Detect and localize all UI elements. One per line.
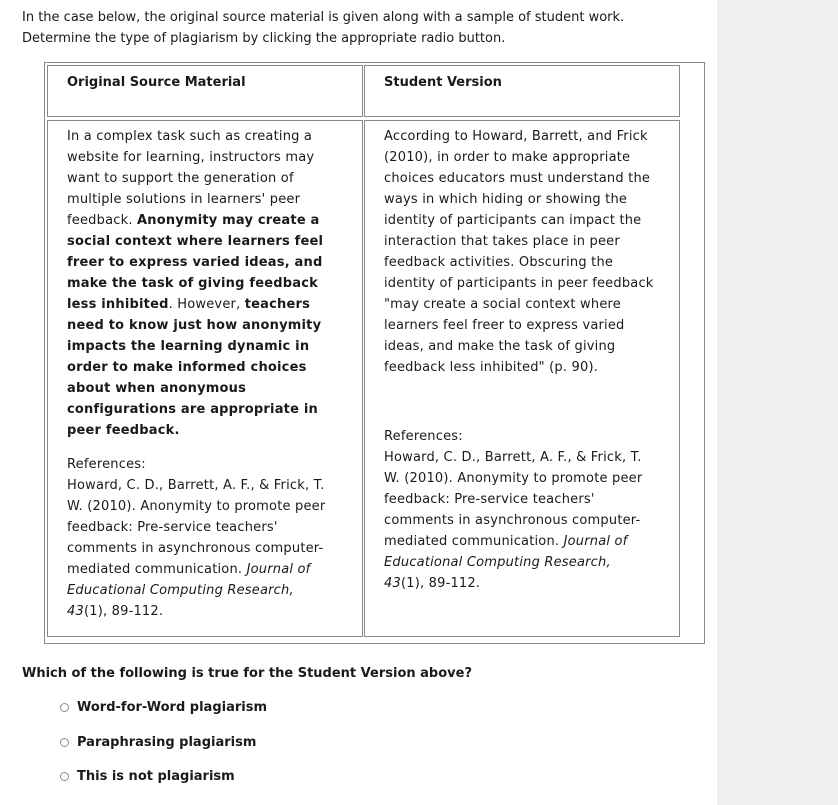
option-label[interactable]: Word-for-Word plagiarism — [77, 699, 267, 715]
right-sidebar — [717, 0, 838, 805]
header-student: Student Version — [384, 75, 502, 90]
radio-button-icon[interactable] — [60, 738, 69, 747]
radio-button-icon[interactable] — [60, 703, 69, 712]
original-text — [67, 126, 337, 622]
student-ref-text: Howard, C. D., Barrett, A. F., & Frick, T. W. (2010). Anonymity to promote peer feedback: Pre-service teachers' comments in asynchronous computer-mediated communication. — [384, 450, 643, 549]
option-label[interactable]: Paraphrasing plagiarism — [77, 734, 257, 750]
student-cell — [364, 120, 680, 637]
instructions-line-1: In the case below, the original source material is given along with a sample of student work. — [22, 10, 625, 25]
original-plain-2: . However, — [168, 297, 245, 312]
student-reference — [384, 447, 654, 594]
header-original: Original Source Material — [67, 75, 246, 90]
option-label[interactable]: This is not plagiarism — [77, 768, 235, 784]
student-ref-journal: Journal of Educational Computing Research, 43 — [384, 534, 628, 591]
student-ref-issue: (1), 89-112. — [400, 576, 481, 591]
student-ref-label: References: — [384, 429, 463, 444]
original-plain-1: In a complex task such as creating a website for learning, instructors may want to support the generation of multiple solutions in learners' peer feedback. — [67, 129, 315, 228]
original-ref-text: Howard, C. D., Barrett, A. F., & Frick, T. W. (2010). Anonymity to promote peer feedback: Pre-service teachers' comments in asynchronous computer-mediated communication. — [67, 478, 326, 577]
option-word-for-word[interactable] — [60, 697, 267, 717]
header-cell-original — [47, 65, 363, 117]
question-text: Which of the following is true for the Student Version above? — [22, 666, 472, 681]
original-bold-2: teachers need to know just how anonymity impacts the learning dynamic in order to make informed choices about when anonymous configurations are appropriate in peer feedback. — [67, 297, 322, 438]
original-ref-issue: (1), 89-112. — [83, 604, 164, 619]
comparison-table — [44, 62, 705, 644]
original-ref-label: References: — [67, 457, 146, 472]
instructions — [22, 7, 702, 49]
radio-button-icon[interactable] — [60, 772, 69, 781]
option-not-plagiarism[interactable] — [60, 766, 235, 786]
student-body: According to Howard, Barrett, and Frick (2010), in order to make appropriate choices educators must understand the ways in which hiding or showing the identity of participants can impact the interaction that takes place in peer feedback activities. Obscuring the identity of participants in peer feedback "may create a social context where learners feel freer to express varied ideas, and make the task of giving feedback less inhibited" (p. 90). — [384, 129, 654, 375]
original-cell — [47, 120, 363, 637]
student-text — [384, 126, 654, 594]
original-ref-journal: Journal of Educational Computing Research, 43 — [67, 562, 311, 619]
original-reference — [67, 475, 337, 622]
original-bold-1: Anonymity may create a social context where learners feel freer to express varied ideas, and make the task of giving feedback less inhibited — [67, 213, 324, 312]
header-cell-student — [364, 65, 680, 117]
instructions-line-2: Determine the type of plagiarism by clicking the appropriate radio button. — [22, 31, 506, 46]
option-paraphrasing[interactable] — [60, 732, 256, 752]
